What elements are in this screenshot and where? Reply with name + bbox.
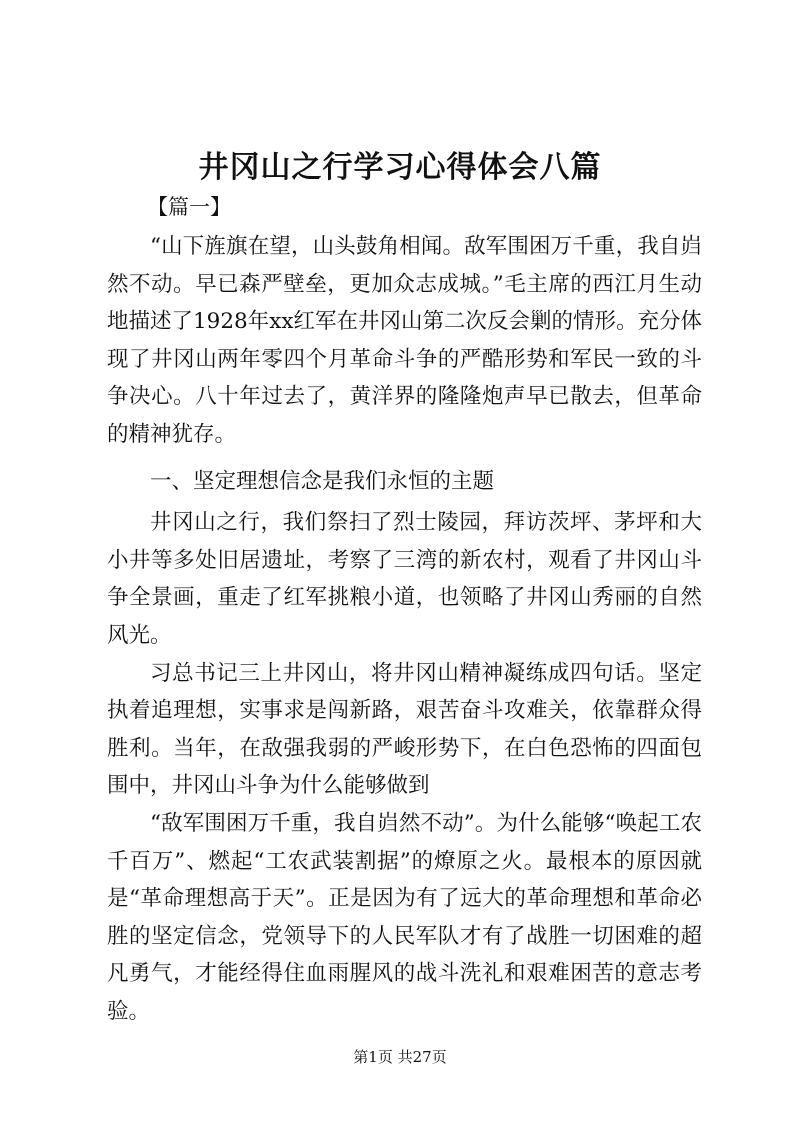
section-label: 【篇一】 <box>147 195 231 219</box>
document-title: 井冈山之行学习心得体会八篇 <box>198 150 602 185</box>
paragraph-spirit: 习总书记三上井冈山，将井冈山精神凝练成四句话。坚定执着追理想，实事求是闯新路，艰苦奋斗攻难关，依靠群众得胜利。当年，在敌强我弱的严峻形势下，在白色恐怖的四面包围中，井冈山斗争为什么能够做到 <box>107 660 702 799</box>
paragraph-ideals: “敌军围困万千重，我自岿然不动”。为什么能够“唤起工农千百万”、燃起“工农武装割据”的燎原之火。最根本的原因就是“革命理想高于天”。正是因为有了远大的革命理想和革命必胜的坚定信念，党领导下的人民军队才有了战胜一切困难的超凡勇气，才能经得住血雨腥风的战斗洗礼和艰难困苦的意志考验。 <box>107 810 702 1024</box>
page-indicator: 第1页 共27页 <box>353 1048 447 1066</box>
document-body <box>107 228 702 1030</box>
section-heading: 一、坚定理想信念是我们永恒的主题 <box>150 468 495 494</box>
paragraph-intro: “山下旌旗在望，山头鼓角相闻。敌军围困万千重，我自岿然不动。早已森严壁垒，更加众志成城。”毛主席的西江月生动地描述了1928年xx红军在井冈山第二次反会剿的情形。充分体现了井冈山两年零四个月革命斗争的严酷形势和军民一致的斗争决心。八十年过去了，黄洋界的隆隆炮声早已散去，但革命的精神犹存。 <box>107 234 702 447</box>
paragraph-visit: 井冈山之行，我们祭扫了烈士陵园，拜访茨坪、茅坪和大小井等多处旧居遗址，考察了三湾的新农村，观看了井冈山斗争全景画，重走了红军挑粮小道，也领略了井冈山秀丽的自然风光。 <box>107 510 702 648</box>
